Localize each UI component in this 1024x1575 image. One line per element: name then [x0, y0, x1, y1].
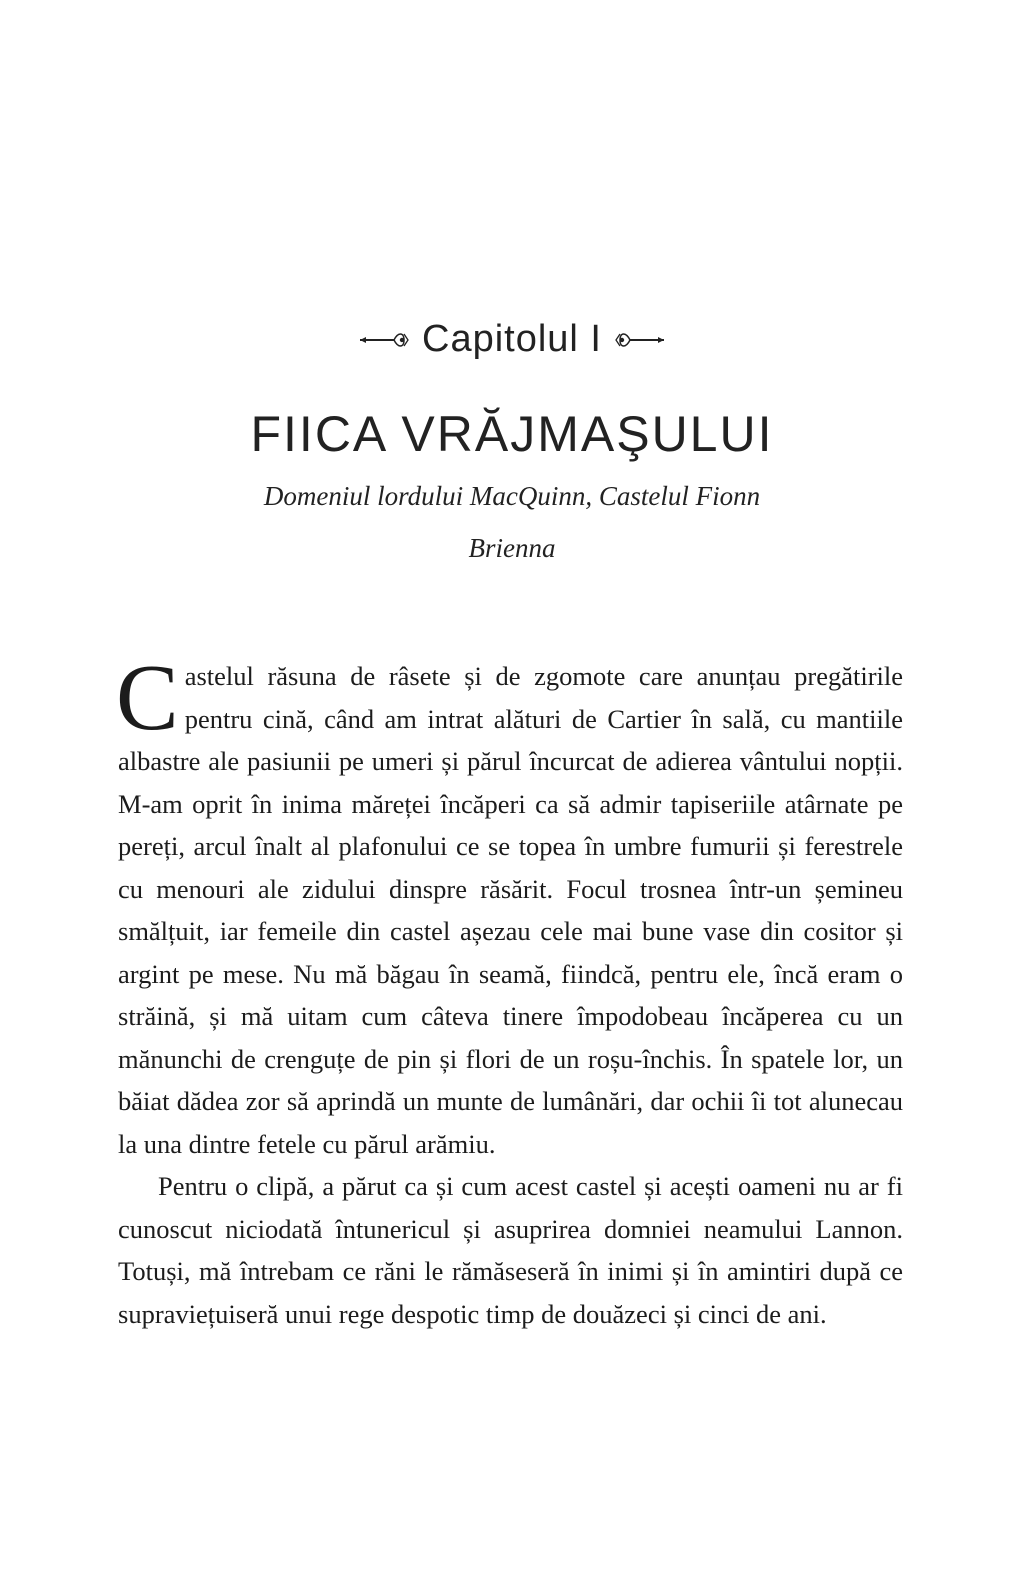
body-text	[116, 646, 903, 1335]
chapter-label: Capitolul I	[422, 318, 602, 360]
chapter-title: FIICA VRĂJMAŞULUI	[250, 406, 774, 462]
paragraph-first-text: astelul răsuna de râsete și de zgomote care anunțau pregătirile pentru cină, când am intrat alături de Cartier în sală, cu mantiile albastre ale pasiunii pe umeri și părul încurcat de adierea vântului nopții. M-am oprit în inima măreței încăperi ca să admir tapiseriile atârnate pe pereți, arcul înalt al plafonului ce se topea în umbre fumurii și ferestrele cu menouri ale zidului dinspre răsărit. Focul trosnea într-un șemineu smălțuit, iar femeile din castel așezau cele mai bune vase din cositor și argint pe mese. Nu mă băgau în seamă, fiindcă, pentru ele, încă eram o străină, și mă uitam cum câteva tinere împodobeau încăperea cu un mănunchi de crenguțe de pin și flori de un roșu-închis. În spatele lor, un băiat dădea zor să aprindă un munte de lumânări, dar ochii îi tot alunecau la una dintre fetele cu părul arămiu.	[118, 661, 903, 1159]
drop-cap: C	[116, 646, 179, 750]
flourish-left-icon	[358, 328, 410, 352]
paragraph-first	[116, 646, 903, 1165]
chapter-narrator: Brienna	[468, 533, 556, 563]
chapter-heading	[0, 318, 1024, 361]
chapter-location: Domeniul lordului MacQuinn, Castelul Fionn	[263, 481, 761, 511]
paragraph-second: Pentru o clipă, a părut ca și cum acest castel și acești oameni nu ar fi cunoscut niciodată întunericul și asuprirea domniei neamului Lannon. Totuși, mă întrebam ce răni le rămăseseră în inimi și în amintiri după ce supraviețuiseră unui rege despotic timp de douăzeci și cinci de ani.	[118, 1171, 903, 1329]
flourish-right-icon	[614, 328, 666, 352]
